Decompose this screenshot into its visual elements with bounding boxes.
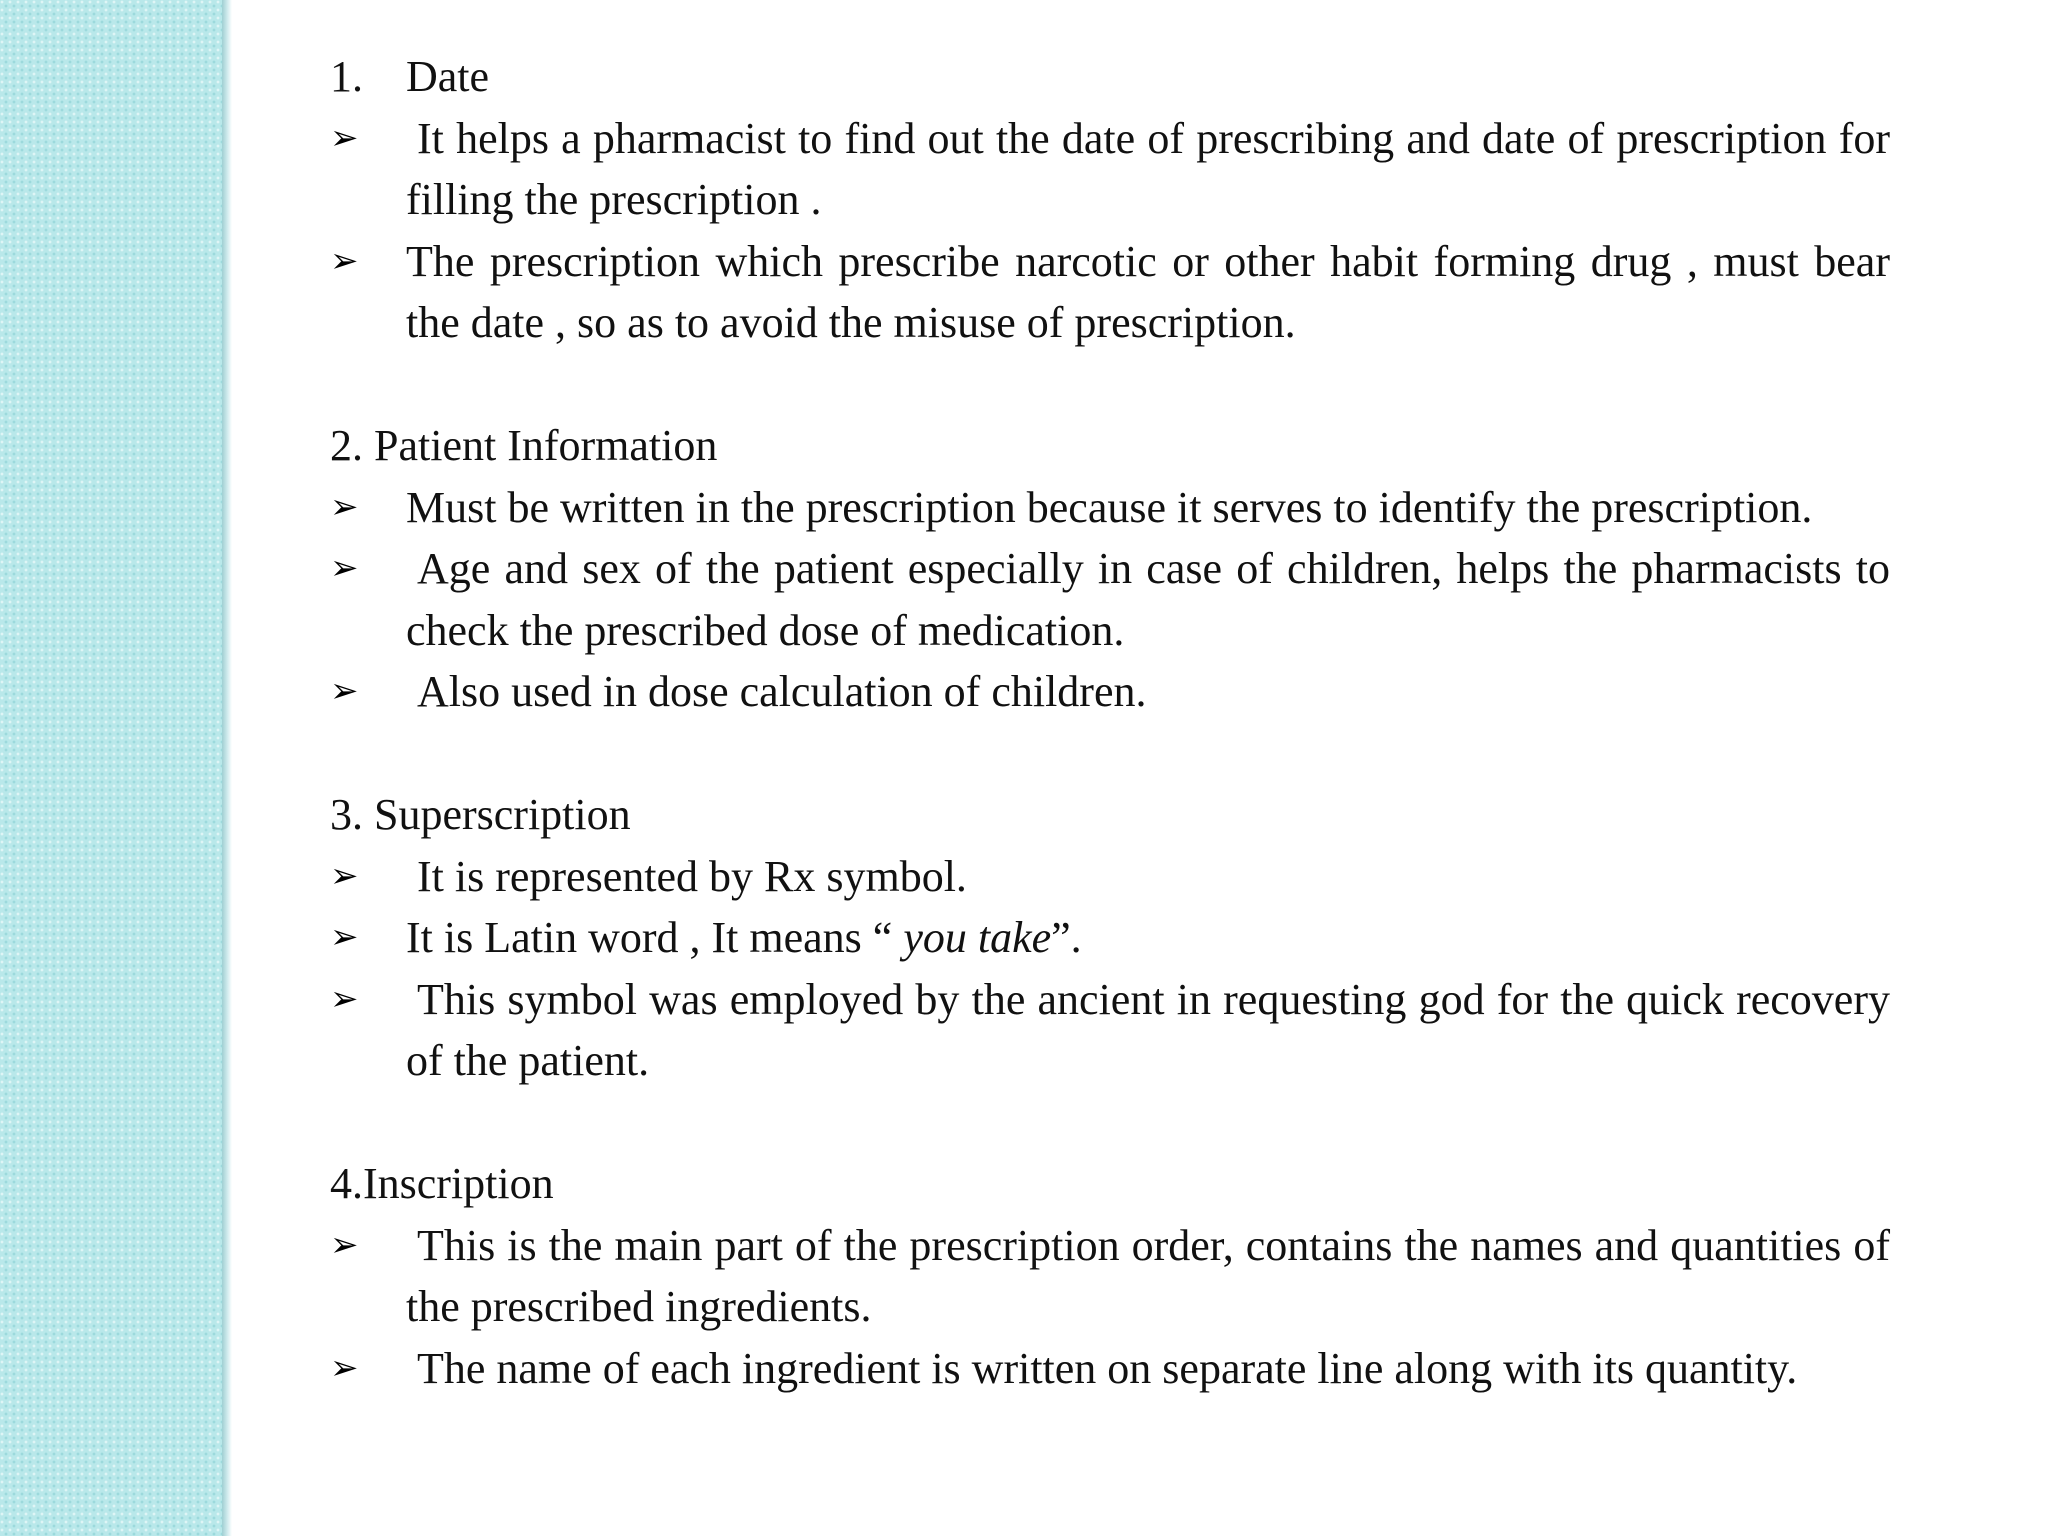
arrow-bullet-icon: ➢ — [330, 548, 359, 588]
section-heading — [330, 784, 1890, 846]
section-superscription — [330, 784, 1890, 1092]
section-date — [330, 46, 1890, 354]
decorative-side-band — [0, 0, 222, 1536]
section-heading — [330, 46, 1890, 108]
arrow-bullet-icon: ➢ — [330, 1347, 359, 1388]
list-item — [330, 907, 1890, 969]
section-number: 1. — [330, 52, 363, 101]
bullet-text: Must be written in the prescription because it serves to identify the prescription. — [406, 482, 1813, 532]
bullet-text: The name of each ingredient is written on separate line along with its quantity. — [417, 1343, 1798, 1393]
list-item — [330, 1215, 1890, 1338]
arrow-bullet-icon: ➢ — [330, 240, 359, 281]
side-band-edge — [222, 0, 232, 1536]
list-item — [330, 477, 1890, 539]
italic-phrase: you take — [903, 913, 1052, 962]
bullet-text: The prescription which prescribe narcotic or other habit forming drug , must bear the date , so as to avoid the misuse of prescription. — [406, 236, 1890, 347]
bullet-text: This is the main part of the prescription order, contains the names and quantities of the prescribed ingredients. — [406, 1220, 1890, 1331]
bullet-text: Also used in dose calculation of children. — [417, 667, 1147, 716]
section-title: Date — [406, 52, 490, 101]
arrow-bullet-icon: ➢ — [330, 117, 359, 158]
list-item — [330, 1338, 1890, 1400]
bullet-text: It is Latin word , It means “ — [406, 913, 904, 962]
section-heading — [330, 415, 1890, 477]
arrow-bullet-icon: ➢ — [330, 978, 359, 1019]
list-item — [330, 538, 1890, 661]
list-item — [330, 661, 1890, 723]
section-inscription — [330, 1153, 1890, 1399]
list-item — [330, 969, 1890, 1092]
arrow-bullet-icon: ➢ — [330, 917, 359, 957]
bullet-text: Age and sex of the patient especially in case of children, helps the pharmacists to check the prescribed dose of medication. — [406, 544, 1890, 655]
slide-content — [330, 46, 1890, 1399]
section-patient-information — [330, 415, 1890, 723]
list-item — [330, 108, 1890, 231]
section-heading — [330, 1153, 1890, 1215]
list-item — [330, 846, 1890, 908]
section-title: 2. Patient Information — [330, 421, 718, 470]
bullet-text: It helps a pharmacist to find out the date of prescribing and date of prescription for filling the prescription . — [406, 113, 1890, 224]
list-item — [330, 231, 1890, 354]
arrow-bullet-icon: ➢ — [330, 1224, 359, 1265]
arrow-bullet-icon: ➢ — [330, 855, 359, 896]
arrow-bullet-icon: ➢ — [330, 671, 359, 711]
bullet-text-suffix: ”. — [1051, 913, 1082, 962]
bullet-text: It is represented by Rx symbol. — [417, 851, 967, 901]
section-title: 4.Inscription — [330, 1159, 554, 1208]
bullet-text: This symbol was employed by the ancient in requesting god for the quick recovery of the patient. — [406, 974, 1890, 1085]
arrow-bullet-icon: ➢ — [330, 486, 359, 527]
section-title: 3. Superscription — [330, 790, 631, 839]
